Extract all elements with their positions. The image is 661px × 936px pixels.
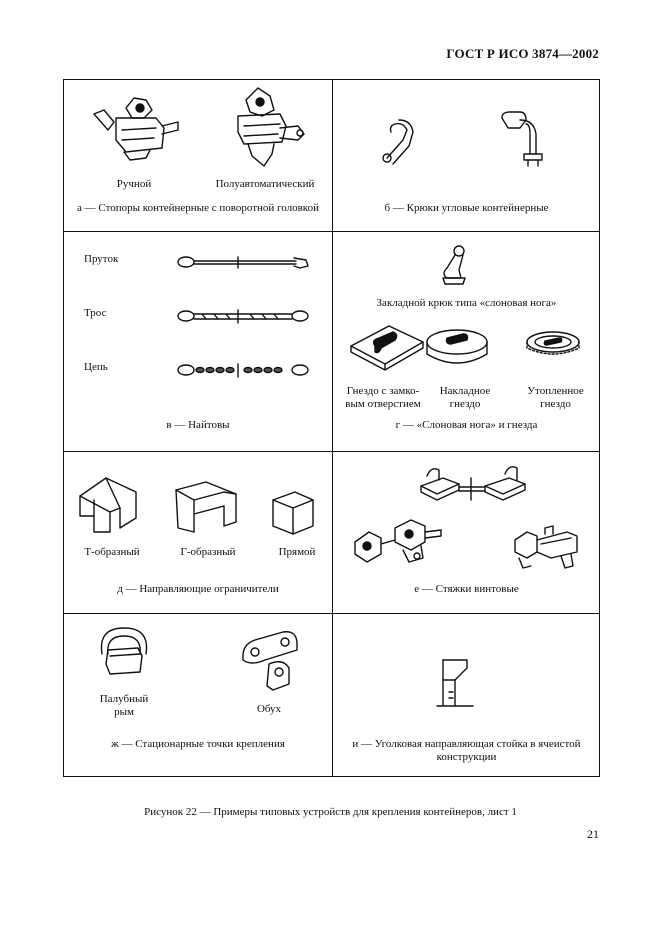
label-socket-flush: Накладное гнездо <box>439 385 491 410</box>
label-manual: Ручной <box>116 178 152 190</box>
panel-zh <box>64 614 332 777</box>
panel-e <box>333 452 600 613</box>
label-rod: Пруток <box>84 253 119 265</box>
figure-grid <box>63 79 600 777</box>
straight-guide-icon <box>269 488 319 536</box>
document-header: ГОСТ Р ИСО 3874—2002 <box>446 46 599 61</box>
twistlock-semiauto-icon <box>214 82 314 172</box>
deck-ring-icon <box>94 624 154 684</box>
label-semiauto: Полуавтоматический <box>215 178 315 190</box>
label-socket-recessed: Утопленное гнездо <box>527 385 584 410</box>
t-guide-icon <box>76 472 146 537</box>
corner-hook-elbow-icon <box>498 110 548 170</box>
socket-recessed-icon <box>523 328 583 368</box>
caption-d: д — Направляющие ограничители <box>117 583 279 595</box>
caption-b: б — Крюки угловые контейнерные <box>384 202 549 214</box>
caption-a: а — Стопоры контейнерные с поворотной головкой <box>77 202 319 214</box>
lashing-chain-icon <box>176 360 311 380</box>
label-chain: Цепь <box>84 361 108 373</box>
turnbuckle-icon <box>351 514 446 574</box>
panel-v <box>64 232 332 451</box>
label-l-guide: Г-образный <box>180 546 236 558</box>
label-socket-lock: Гнездо с замко- вым отверстием <box>345 385 421 410</box>
panel-g <box>333 232 600 451</box>
label-deck-ring: Палубный рым <box>99 693 149 718</box>
label-straight-guide: Прямой <box>278 546 316 558</box>
label-elephant-foot: Закладной крюк типа «слоновая нога» <box>376 297 557 309</box>
elephant-foot-icon <box>433 242 473 287</box>
turnbuckle-icon <box>413 460 533 508</box>
panel-a <box>64 80 332 231</box>
label-wire: Трос <box>84 307 107 319</box>
caption-i: и — Уголковая направляющая стойка в ячеистой конструкции <box>352 738 581 763</box>
eye-plate-icon <box>239 628 304 698</box>
socket-lock-icon <box>347 322 427 372</box>
angle-post-icon <box>433 652 483 712</box>
page-number: 21 <box>587 827 599 841</box>
panel-d <box>64 452 332 613</box>
turnbuckle-icon <box>511 522 581 577</box>
panel-b <box>333 80 600 231</box>
caption-g: г — «Слоновая нога» и гнезда <box>395 419 538 431</box>
figure-caption: Рисунок 22 — Примеры типовых устройств для крепления контейнеров, лист 1 <box>144 806 517 818</box>
socket-flush-icon <box>423 324 493 374</box>
corner-hook-icon <box>373 118 423 168</box>
label-t-guide: Т-образный <box>84 546 140 558</box>
twistlock-manual-icon <box>86 88 186 164</box>
caption-v: в — Найтовы <box>166 419 230 431</box>
lashing-rod-icon <box>176 252 311 272</box>
l-guide-icon <box>172 472 242 534</box>
label-eye-plate: Обух <box>256 703 282 715</box>
panel-i <box>333 614 600 777</box>
caption-zh: ж — Стационарные точки крепления <box>111 738 285 750</box>
caption-e: е — Стяжки винтовые <box>414 583 519 595</box>
lashing-wire-icon <box>176 306 311 326</box>
